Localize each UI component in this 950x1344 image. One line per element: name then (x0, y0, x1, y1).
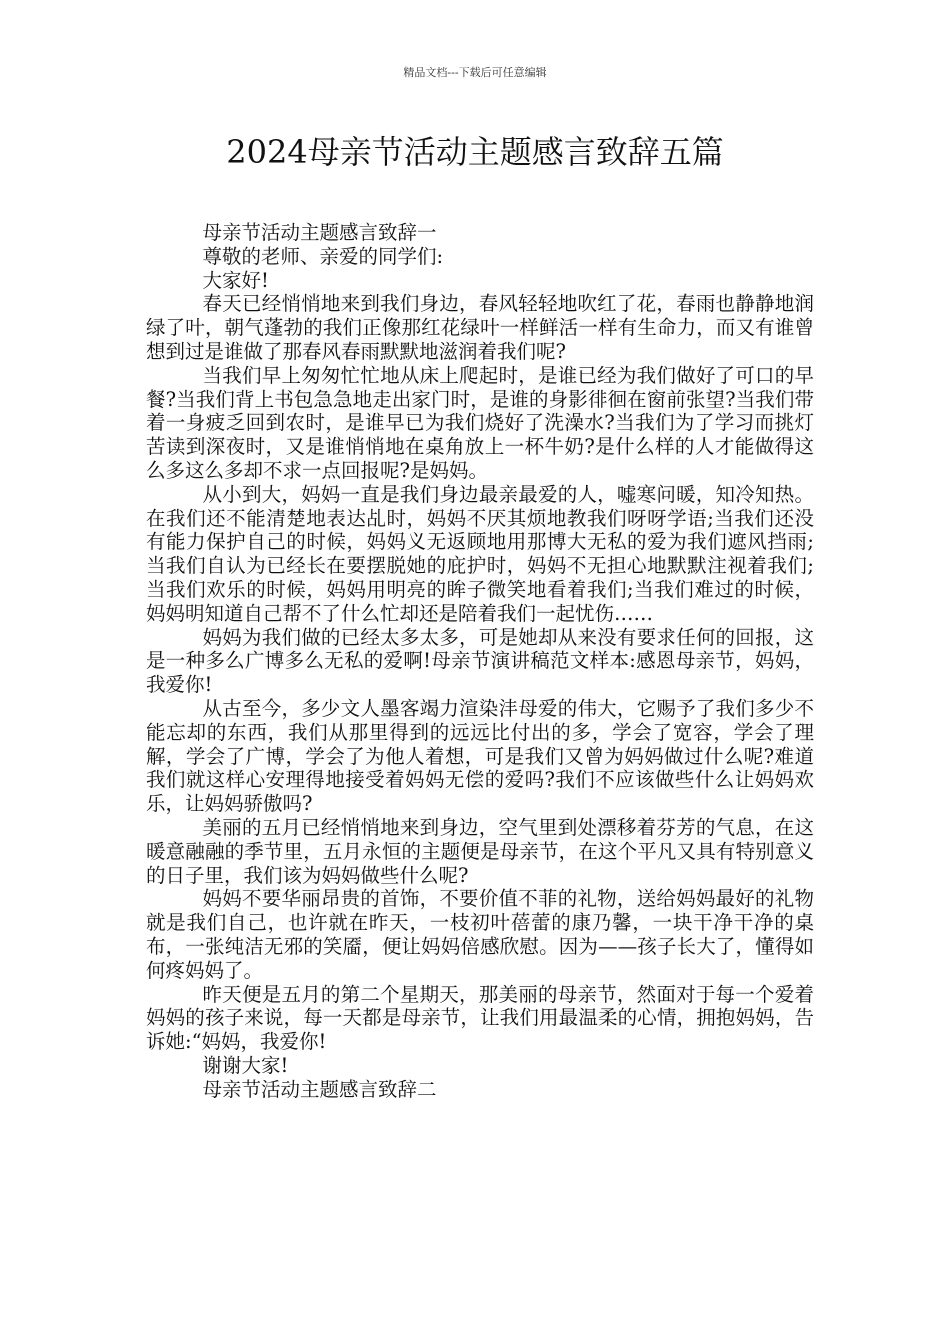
greeting: 大家好! (202, 268, 269, 292)
body-paragraph: 昨天便是五月的第二个星期天，那美丽的母亲节，然面对于每一个爱着妈妈的孩子来说，每一天都是母亲节，让我们用最温柔的心情，拥抱妈妈，告诉她:“妈妈，我爱你! (146, 982, 814, 1054)
body-paragraph: 春天已经悄悄地来到我们身边，春风轻轻地吹红了花，春雨也静静地润绿了叶，朝气蓬勃的我们正像那红花绿叶一样鲜活一样有生命力，而又有谁曾想到过是谁做了那春风春雨默默地滋润着我们呢? (146, 292, 814, 363)
body-paragraph: 从小到大，妈妈一直是我们身边最亲最爱的人，嘘寒问暖，知冷知热。在我们还不能清楚地表达乩时，妈妈不厌其烦地教我们呀呀学语;当我们还没有能力保护自己的时候，妈妈义无返顾地用那博大无私的爱为我们遮风挡雨;当我们自认为已经长在要摆脱她的庇护时，妈妈不无担心地默默注视着我们;当我们欢乐的时候，妈妈用明亮的眸子微笑地看着我们;当我们难过的时候，妈妈明知道自己帮不了什么忙却还是陪着我们一起忧伤…… (146, 482, 814, 625)
section-heading: 母亲节活动主题感言致辞一 (202, 221, 437, 244)
document-body (146, 221, 814, 1101)
closing-thanks: 谢谢大家! (202, 1053, 289, 1077)
body-paragraph: 妈妈不要华丽昂贵的首饰，不要价值不菲的礼物，送给妈妈最好的礼物就是我们自己，也许就在昨天，一枝初叶蓓蕾的康乃馨，一块干净干净的桌布，一张纯洁无邪的笑靥，便让妈妈倍感欣慰。因为——孩子长大了，懂得如何疼妈妈了。 (146, 887, 814, 982)
body-paragraph: 美丽的五月已经悄悄地来到身边，空气里到处漂移着芬芳的气息，在这暖意融融的季节里，五月永恒的主题便是母亲节，在这个平凡又具有特别意义的日子里，我们该为妈妈做些什么呢? (146, 815, 814, 887)
body-paragraph: 当我们早上匆匆忙忙地从床上爬起时，是谁已经为我们做好了可口的早餐?当我们背上书包急急地走出家门时，是谁的身影徘徊在窗前张望?当我们带着一身疲乏回到农时，是谁早已为我们烧好了洗澡水?当我们为了学习而挑灯苦读到深夜时，又是谁悄悄地在桌角放上一杯牛奶?是什么样的人才能做得这么多这么多却不求一点回报呢?是妈妈。 (146, 363, 814, 482)
header-note: 精品文档---下载后可任意编辑 (403, 66, 547, 79)
section-heading: 母亲节活动主题感言致辞二 (202, 1077, 437, 1101)
document-title: 2024母亲节活动主题感言致辞五篇 (226, 133, 724, 171)
salutation: 尊敬的老师、亲爱的同学们: (202, 244, 444, 268)
body-paragraph: 从古至今，多少文人墨客竭力渲染沣母爱的伟大，它赐予了我们多少不能忘却的东西，我们从那里得到的远远比付出的多，学会了宽容，学会了理解，学会了广博，学会了为他人着想，可是我们又曾为妈妈做过什么呢?难道我们就这样心安理得地接受着妈妈无偿的爱吗?我们不应该做些什么让妈妈欢乐，让妈妈骄傲吗? (146, 696, 814, 816)
body-paragraph: 妈妈为我们做的已经太多太多，可是她却从来没有要求任何的回报，这是一种多么广博多么无私的爱啊!母亲节演讲稿范文样本:感恩母亲节，妈妈，我爱你! (146, 625, 814, 697)
